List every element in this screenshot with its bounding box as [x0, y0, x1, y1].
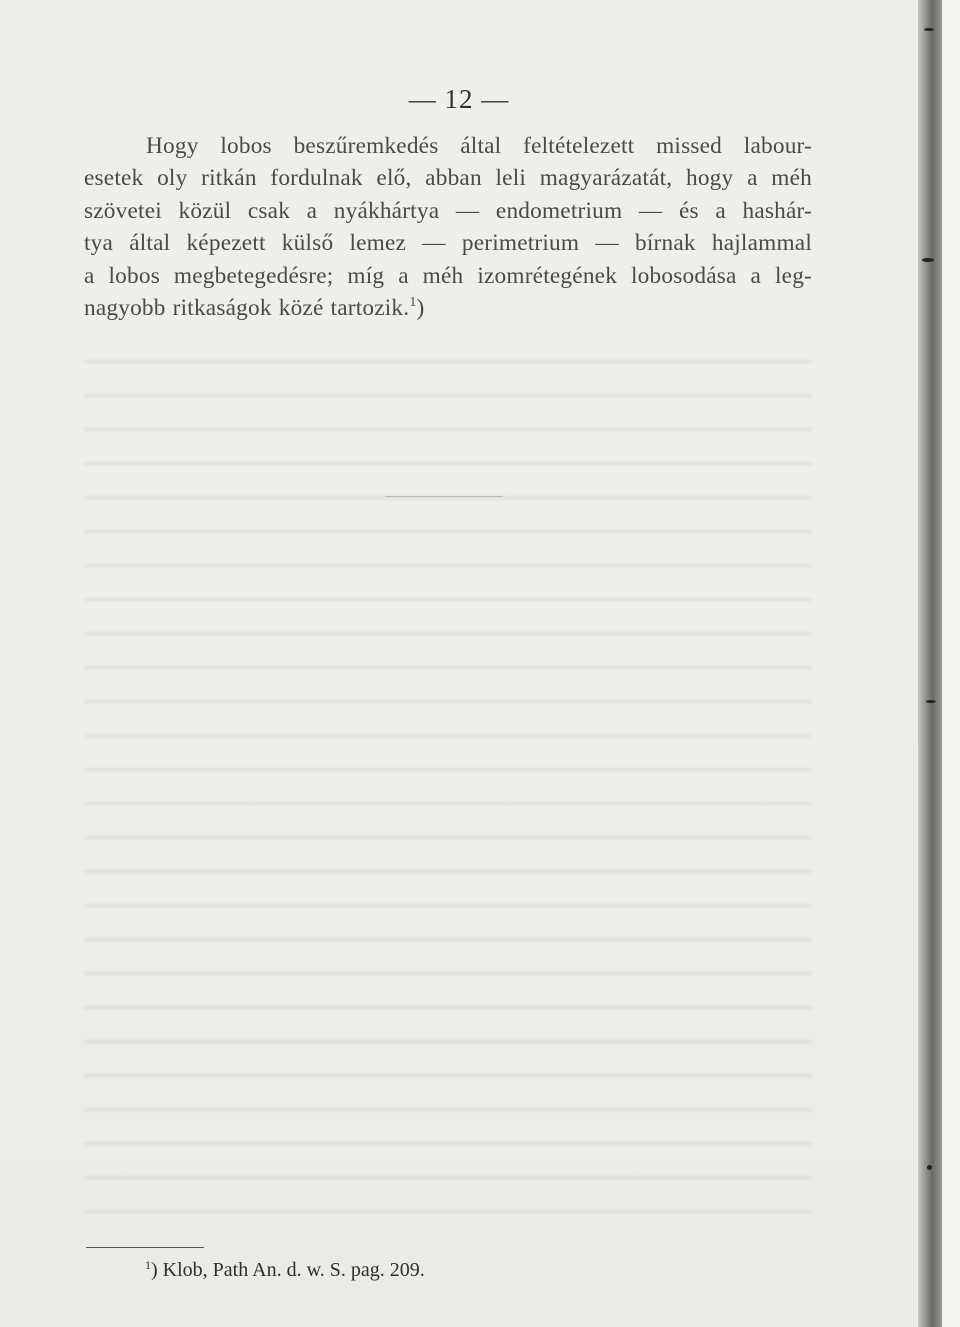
paragraph-line: szövetei közül csak a nyákhártya — endometrium — és a hashár- — [84, 197, 812, 224]
paragraph-line: tya által képezett külső lemez — perimetrium — bírnak hajlammal — [84, 230, 812, 257]
scan-speck — [926, 700, 936, 703]
footnote — [145, 1258, 425, 1282]
paragraph-line: a lobos megbetegedésre; míg a méh izomrétegének lobosodása a leg- — [84, 262, 812, 289]
footnote-marker-paren: ) — [151, 1259, 158, 1281]
bleed-through-text — [84, 340, 812, 1220]
paragraph-line-last — [84, 292, 812, 324]
bleed-through-rule — [385, 496, 503, 497]
binding-edge-shadow — [918, 0, 942, 1327]
footnote-text: Klob, Path An. d. w. S. pag. 209. — [162, 1259, 425, 1281]
scan-speck — [922, 258, 934, 262]
footnote-marker: 1 — [145, 1258, 151, 1272]
footnote-divider — [86, 1247, 204, 1248]
scan-speck — [927, 1165, 932, 1170]
main-paragraph — [84, 130, 812, 324]
scan-margin — [942, 0, 960, 1327]
footnote-reference-paren: ) — [416, 294, 425, 321]
paragraph-line: nagyobb ritkaságok közé tartozik. — [84, 294, 410, 321]
scan-speck — [924, 28, 934, 31]
page-number: — 12 — — [408, 84, 510, 114]
paragraph-line: esetek oly ritkán fordulnak elő, abban leli magyarázatát, hogy a méh — [84, 165, 812, 192]
footnote-reference[interactable]: 1 — [409, 294, 417, 310]
paragraph-line: Hogy lobos beszűremkedés által feltételezett missed labour- — [146, 133, 812, 159]
